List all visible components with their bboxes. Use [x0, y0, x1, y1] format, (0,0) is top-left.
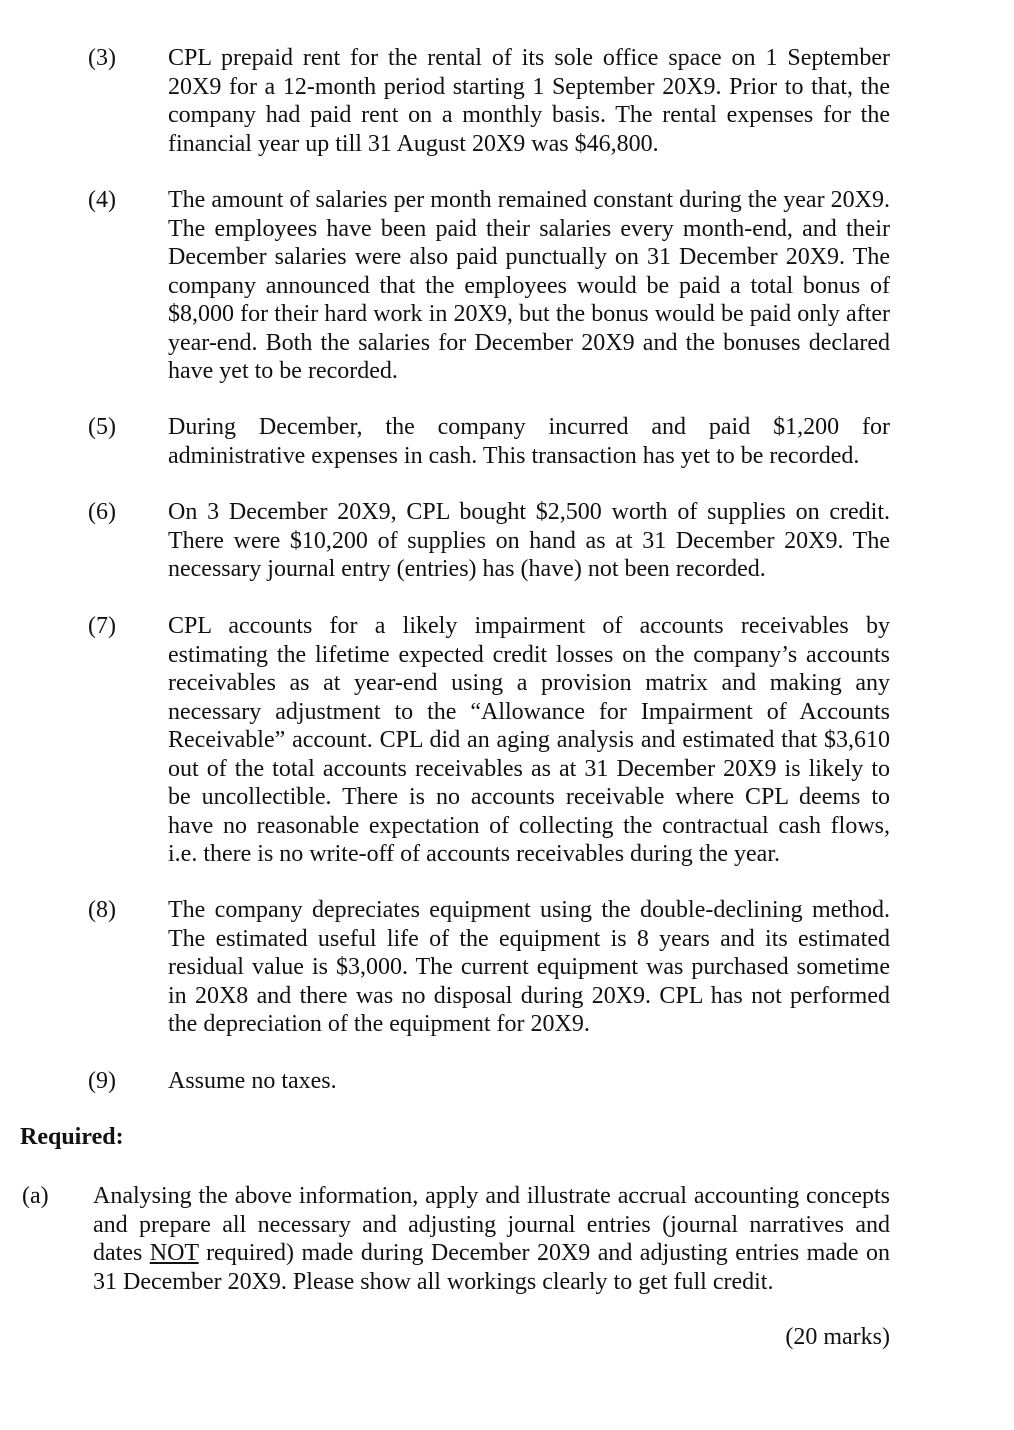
part-text-after: required) made during December 20X9 and adjusting entries made on 31 December 20X9. Please show all workings clearly to get full credit.: [93, 1240, 891, 1295]
list-item: [88, 1067, 890, 1096]
part-text-before: Analysing the above information, apply and illustrate accrual accounting concepts and prepare all necessary and adjusting journal entries (journal narratives and dates: [93, 1183, 890, 1266]
marks-label: (20 marks): [785, 1324, 890, 1350]
part-number: (a): [22, 1183, 49, 1209]
item-text: On 3 December 20X9, CPL bought $2,500 worth of supplies on credit. There were $10,200 of supplies on hand as at 31 December 20X9. The necessary journal entry (entries) has (have) not been recorded.: [168, 499, 890, 582]
list-item: [88, 896, 890, 1039]
list-item: [88, 186, 890, 386]
part-text: [93, 1182, 890, 1296]
item-text: The amount of salaries per month remained constant during the year 20X9. The employees have been paid their salaries every month-end, and their December salaries were also paid punctually on 31 December 20X9. The company announced that the employees would be paid a total bonus of $8,000 for their hard work in 20X9, but the bonus would be paid only after year-end. Both the salaries for December 20X9 and the bonuses declared have yet to be recorded.: [168, 187, 890, 384]
list-item: [88, 44, 890, 158]
item-number: (7): [88, 613, 116, 639]
required-heading: Required:: [20, 1124, 124, 1150]
item-number: (6): [88, 499, 116, 525]
list-item: [88, 612, 890, 869]
item-text: CPL prepaid rent for the rental of its sole office space on 1 September 20X9 for a 12-month period starting 1 September 20X9. Prior to that, the company had paid rent on a monthly basis. The rental expenses for the financial year up till 31 August 20X9 was $46,800.: [168, 45, 890, 157]
question-part-a: [22, 1182, 890, 1296]
list-item: [88, 498, 890, 584]
item-number: (9): [88, 1068, 116, 1094]
list-item: [88, 413, 890, 470]
item-text: CPL accounts for a likely impairment of accounts receivables by estimating the lifetime expected credit losses on the company’s accounts receivables as at year-end using a provision matrix and making any necessary adjustment to the “Allowance for Impairment of Accounts Receivable” account. CPL did an aging analysis and estimated that $3,610 out of the total accounts receivables as at 31 December 20X9 is likely to be uncollectible. There is no accounts receivable where CPL deems to have no reasonable expectation of collecting the contractual cash flows, i.e. there is no write-off of accounts receivables during the year.: [168, 613, 890, 867]
part-text-underlined: NOT: [149, 1240, 199, 1266]
item-number: (5): [88, 414, 116, 440]
item-number: (3): [88, 45, 116, 71]
item-number: (4): [88, 187, 116, 213]
item-text: Assume no taxes.: [168, 1068, 337, 1094]
item-number: (8): [88, 897, 116, 923]
item-text: The company depreciates equipment using the double-declining method. The estimated useful life of the equipment is 8 years and its estimated residual value is $3,000. The current equipment was purchased sometime in 20X8 and there was no disposal during 20X9. CPL has not performed the depreciation of the equipment for 20X9.: [168, 897, 890, 1037]
item-text: During December, the company incurred and paid $1,200 for administrative expenses in cash. This transaction has yet to be recorded.: [168, 414, 890, 469]
